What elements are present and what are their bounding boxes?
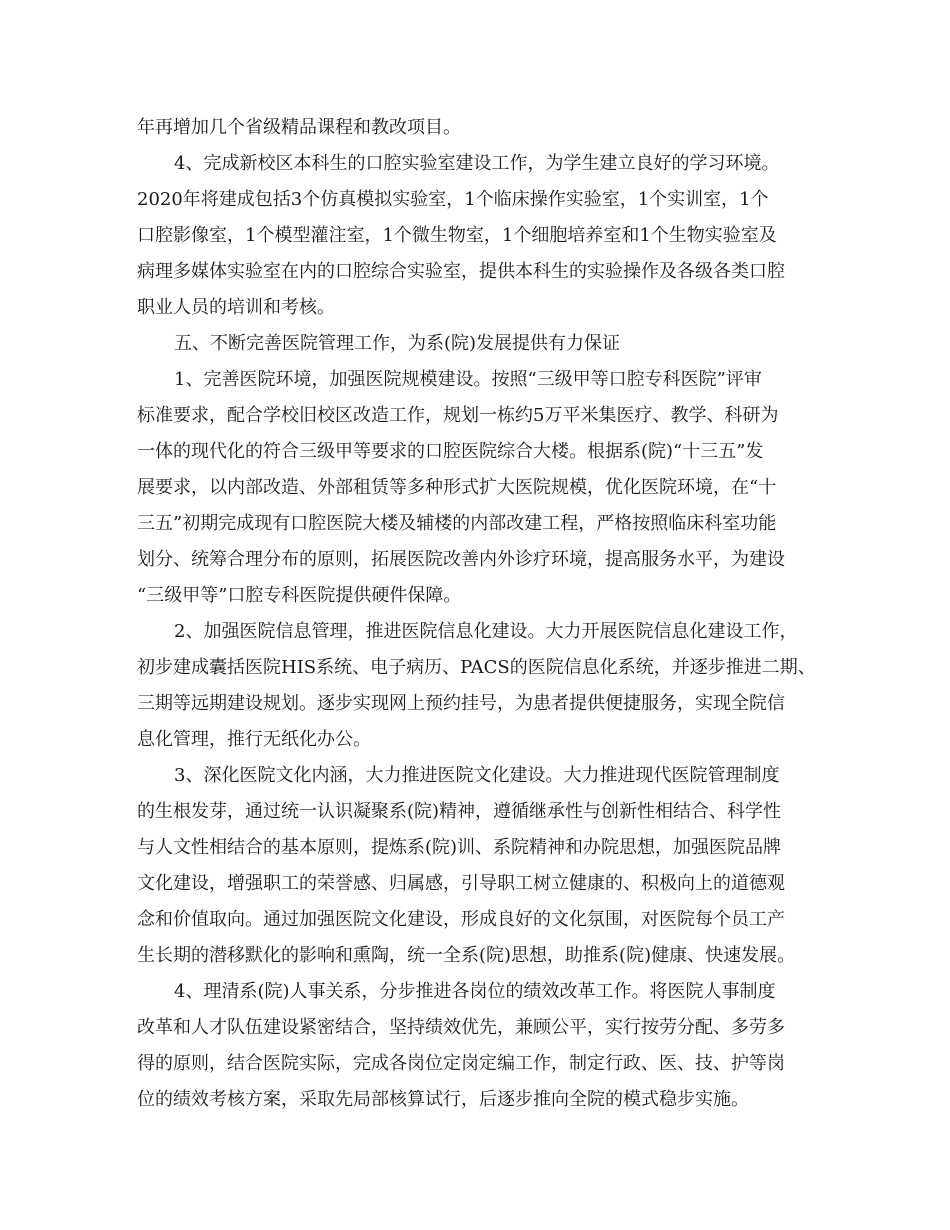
text-line: 改革和人才队伍建设紧密结合，坚持绩效优先，兼顾公平，实行按劳分配、多劳多 [137,1017,785,1038]
text-line: 4、理清系(院)人事关系，分步推进各岗位的绩效改革工作。将医院人事制度 [174,981,776,1002]
text-line: 标准要求，配合学校旧校区改造工作，规划一栋约5万平米集医疗、教学、科研为 [137,405,779,426]
text-line: 展要求，以内部改造、外部租赁等多种形式扩大医院规模，优化医院环境，在“十 [137,477,777,498]
text-line: 文化建设，增强职工的荣誉感、归属感，引导职工树立健康的、积极向上的道德观 [137,873,785,894]
text-line: 病理多媒体实验室在内的口腔综合实验室，提供本科生的实验操作及各级各类口腔 [137,261,785,282]
text-line: 2、加强医院信息管理，推进医院信息化建设。大力开展医院信息化建设工作， [174,621,798,642]
text-line: 一体的现代化的符合三级甲等要求的口腔医院综合大楼。根据系(院)“十三五”发 [137,441,764,462]
text-line: 的生根发芽，通过统一认识凝聚系(院)精神，遵循继承性与创新性相结合、科学性 [137,801,782,822]
text-line: 念和价值取向。通过加强医院文化建设，形成良好的文化氛围，对医院每个员工产 [137,909,785,930]
text-line: 得的原则，结合医院实际，完成各岗位定岗定编工作，制定行政、医、技、护等岗 [137,1053,785,1074]
text-line: 划分、统筹合理分布的原则，拓展医院改善内外诊疗环境，提高服务水平，为建设 [137,549,785,570]
text-line: 初步建成囊括医院HIS系统、电子病历、PACS的医院信息化系统，并逐步推进二期、 [137,657,816,678]
text-line: “三级甲等”口腔专科医院提供硬件保障。 [137,585,462,606]
text-line: 年再增加几个省级精品课程和教改项目。 [137,117,461,138]
text-line: 4、完成新校区本科生的口腔实验室建设工作，为学生建立良好的学习环境。 [174,153,780,174]
text-line: 与人文性相结合的基本原则，提炼系(院)训、系院精神和办院思想，加强医院品牌 [137,837,782,858]
text-line: 1、完善医院环境，加强医院规模建设。按照“三级甲等口腔专科医院”评审 [174,369,762,390]
text-line: 位的绩效考核方案，采取先局部核算试行，后逐步推向全院的模式稳步实施。 [137,1089,749,1110]
text-line: 三期等远期建设规划。逐步实现网上预约挂号，为患者提供便捷服务，实现全院信 [137,693,785,714]
text-line: 2020年将建成包括3个仿真模拟实验室，1个临床操作实验室，1个实训室，1个 [137,189,769,210]
text-line: 生长期的潜移默化的影响和熏陶，统一全系(院)思想，助推系(院)健康、快速发展。 [137,945,796,966]
section-heading: 五、不断完善医院管理工作，为系(院)发展提供有力保证 [174,333,621,354]
text-line: 三五”初期完成现有口腔医院大楼及辅楼的内部改建工程，严格按照临床科室功能 [137,513,777,534]
text-line: 职业人员的培训和考核。 [137,297,335,318]
text-line: 息化管理，推行无纸化办公。 [137,729,371,750]
text-line: 3、深化医院文化内涵，大力推进医院文化建设。大力推进现代医院管理制度 [174,765,780,786]
text-line: 口腔影像室，1个模型灌注室，1个微生物室，1个细胞培养室和1个生物实验室及 [137,225,777,246]
